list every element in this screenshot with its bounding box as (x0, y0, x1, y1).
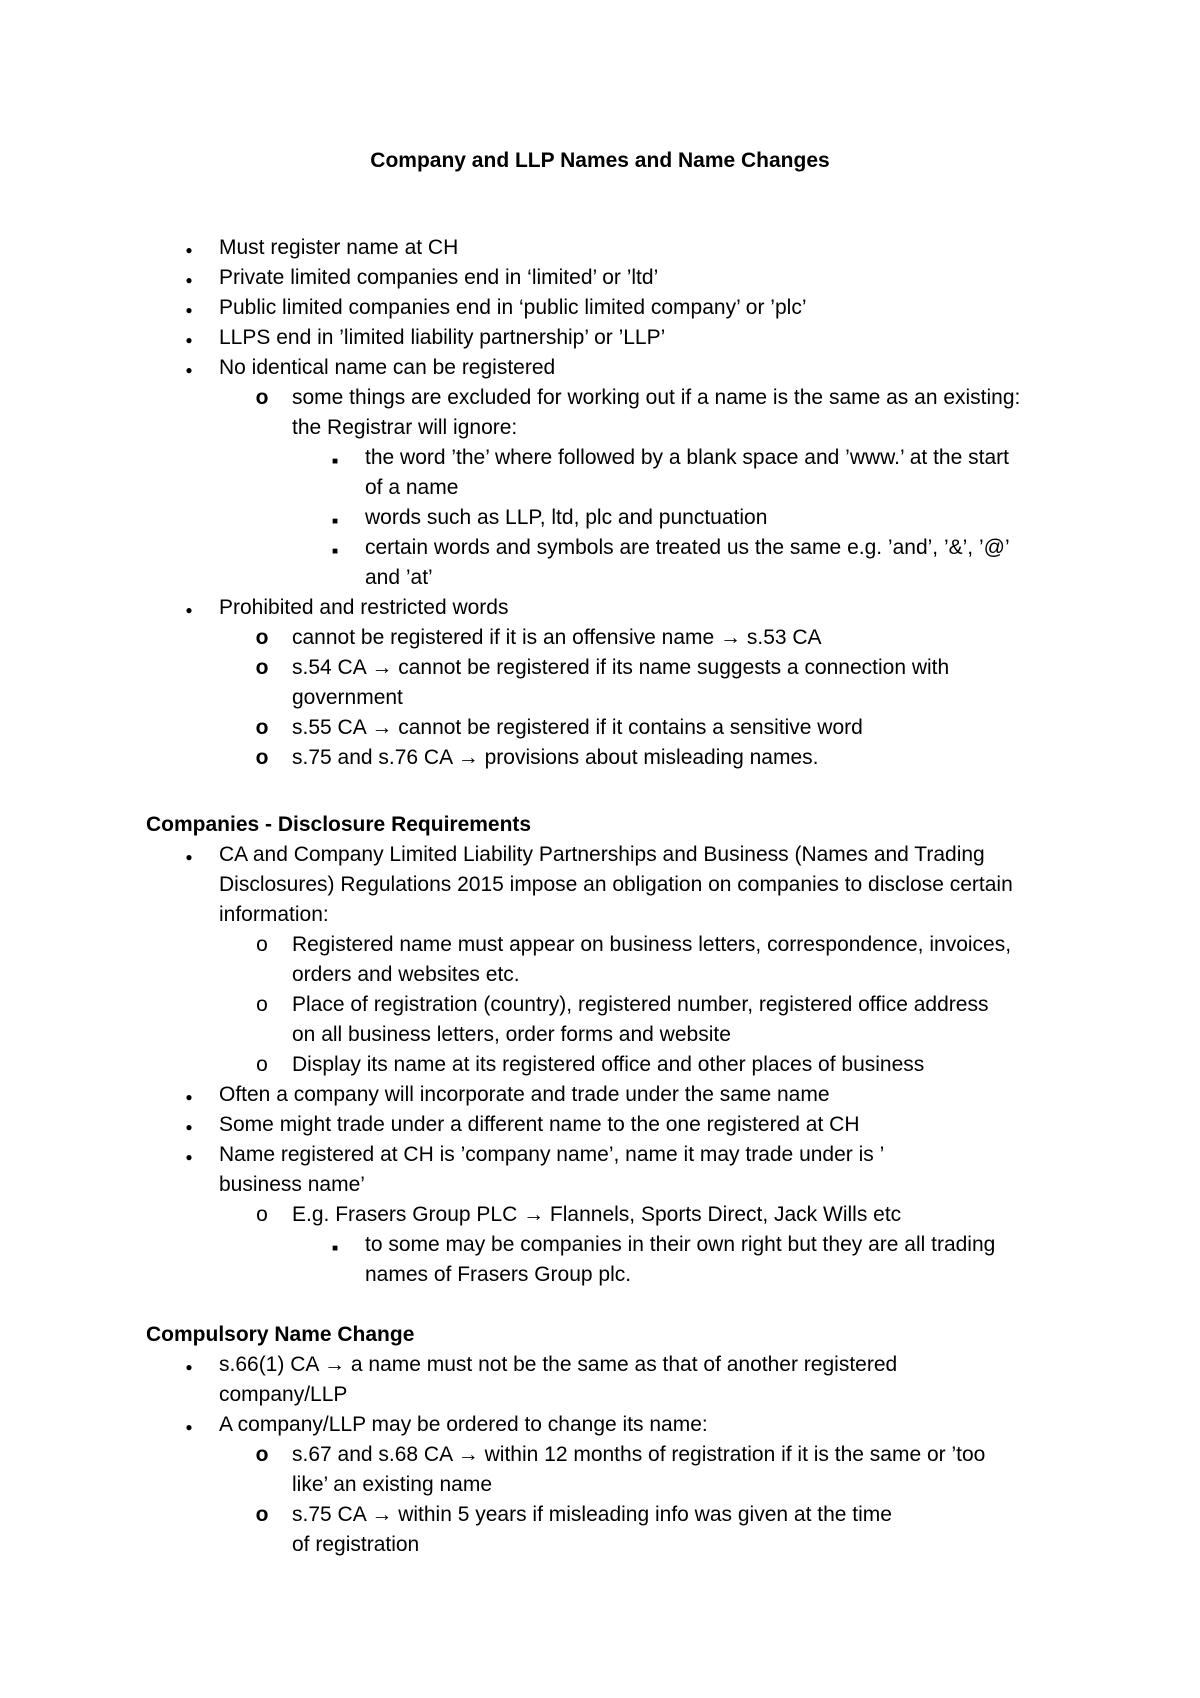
list-item: Place of registration (country), registered number, registered office address (292, 993, 989, 1016)
list-item-continued: company/LLP (219, 1383, 348, 1406)
list-item-continued: on all business letters, order forms and website (292, 1023, 731, 1046)
list-item: s.75 and s.76 CA → provisions about misleading names. (292, 746, 819, 769)
bullet-circle (252, 990, 272, 1020)
bullet-circle (252, 713, 272, 743)
list-item: words such as LLP, ltd, plc and punctuation (365, 506, 768, 529)
bullet-disc (179, 1350, 199, 1382)
list-item: CA and Company Limited Liability Partnerships and Business (Names and Trading (219, 843, 985, 866)
list-item-continued: of a name (365, 476, 459, 499)
bullet-disc (179, 1110, 199, 1142)
list-item-continued: like’ an existing name (292, 1473, 492, 1496)
section-heading-disclosure: Companies - Disclosure Requirements (146, 813, 532, 836)
bullet-disc (179, 840, 199, 872)
list-item-continued: names of Frasers Group plc. (365, 1263, 632, 1286)
bullet-disc (179, 1140, 199, 1172)
list-item: Private limited companies end in ‘limited’ or ’ltd’ (219, 266, 659, 289)
list-item-continued: of registration (292, 1533, 420, 1556)
list-item: cannot be registered if it is an offensive name → s.53 CA (292, 626, 822, 649)
list-item: Prohibited and restricted words (219, 596, 509, 619)
bullet-circle (252, 1200, 272, 1230)
list-item-continued: orders and websites etc. (292, 963, 520, 986)
list-item: LLPS end in ’limited liability partnership’ or ’LLP’ (219, 326, 666, 349)
list-item: s.55 CA → cannot be registered if it contains a sensitive word (292, 716, 863, 739)
bullet-circle (252, 1440, 272, 1470)
bullet-disc (179, 593, 199, 625)
bullet-circle (252, 743, 272, 773)
list-item: certain words and symbols are treated us the same e.g. ’and’, ’&’, ’@’ (365, 536, 1010, 559)
list-item-continued: government (292, 686, 403, 709)
bullet-circle (252, 623, 272, 653)
list-item-continued: information: (219, 903, 329, 926)
bullet-disc (179, 233, 199, 265)
bullet-square (325, 1230, 345, 1264)
section-heading-compulsory: Compulsory Name Change (146, 1323, 415, 1346)
bullet-disc (179, 1410, 199, 1442)
list-item-continued: and ’at’ (365, 566, 433, 589)
list-item: some things are excluded for working out if a name is the same as an existing: (292, 386, 1021, 409)
list-item: s.66(1) CA → a name must not be the same as that of another registered (219, 1353, 898, 1376)
bullet-disc (179, 323, 199, 355)
bullet-disc (179, 353, 199, 385)
list-item: s.54 CA → cannot be registered if its name suggests a connection with (292, 656, 950, 679)
bullet-disc (179, 293, 199, 325)
list-item: A company/LLP may be ordered to change its name: (219, 1413, 708, 1436)
list-item: Some might trade under a different name to the one registered at CH (219, 1113, 860, 1136)
bullet-circle (252, 1500, 272, 1530)
list-item-continued: the Registrar will ignore: (292, 416, 518, 439)
bullet-circle (252, 930, 272, 960)
bullet-circle (252, 383, 272, 413)
bullet-circle (252, 1050, 272, 1080)
bullet-disc (179, 1080, 199, 1112)
list-item: Public limited companies end in ‘public limited company’ or ’plc’ (219, 296, 807, 319)
list-item-continued: Disclosures) Regulations 2015 impose an obligation on companies to disclose certain (219, 873, 1013, 896)
page-title: Company and LLP Names and Name Changes (370, 149, 830, 172)
list-item: the word ’the’ where followed by a blank space and ’www.’ at the start (365, 446, 1009, 469)
bullet-square (325, 443, 345, 477)
list-item: Must register name at CH (219, 236, 459, 259)
list-item: Name registered at CH is ’company name’, name it may trade under is ’ (219, 1143, 885, 1166)
list-item: s.67 and s.68 CA → within 12 months of registration if it is the same or ’too (292, 1443, 986, 1466)
list-item-continued: business name’ (219, 1173, 365, 1196)
list-item: No identical name can be registered (219, 356, 556, 379)
bullet-circle (252, 653, 272, 683)
bullet-square (325, 503, 345, 537)
list-item: Often a company will incorporate and trade under the same name (219, 1083, 830, 1106)
list-item: E.g. Frasers Group PLC → Flannels, Sports Direct, Jack Wills etc (292, 1203, 902, 1226)
list-item: Registered name must appear on business letters, correspondence, invoices, (292, 933, 1012, 956)
bullet-disc (179, 263, 199, 295)
list-item: Display its name at its registered office and other places of business (292, 1053, 925, 1076)
list-item: to some may be companies in their own right but they are all trading (365, 1233, 996, 1256)
list-item: s.75 CA → within 5 years if misleading info was given at the time (292, 1503, 892, 1526)
bullet-square (325, 533, 345, 567)
